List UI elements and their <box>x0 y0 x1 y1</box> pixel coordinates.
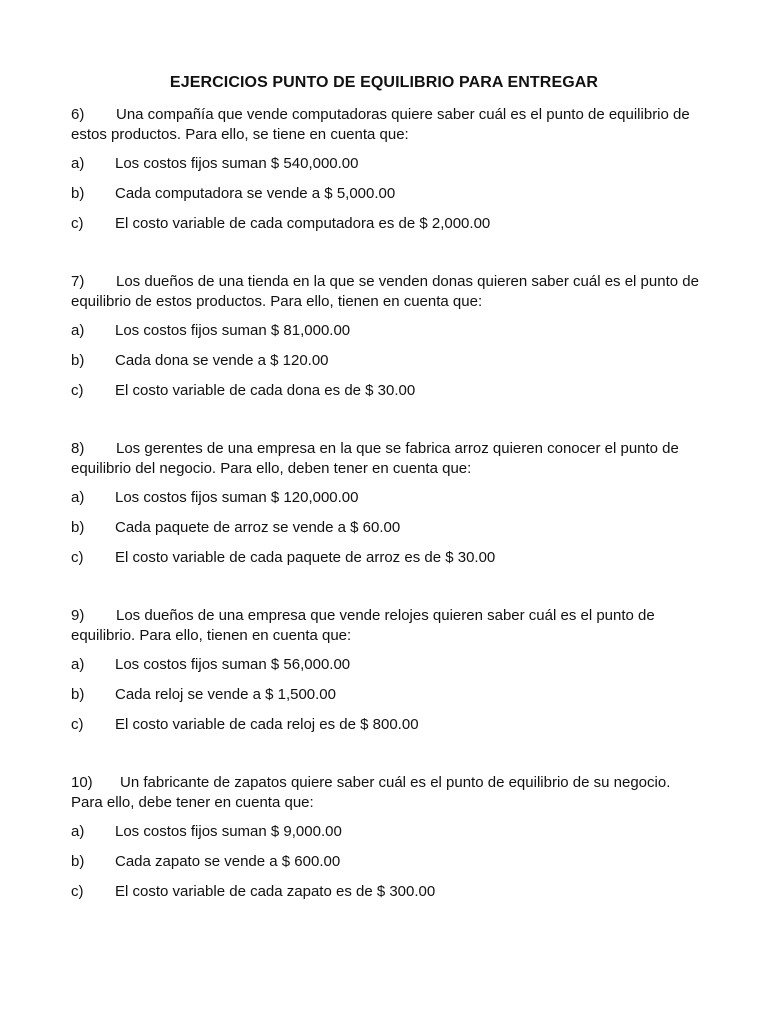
item-text: El costo variable de cada zapato es de $ 300.00 <box>115 883 436 900</box>
item-text: El costo variable de cada paquete de arroz es de $ 30.00 <box>115 549 496 566</box>
exercise-7 <box>71 272 701 411</box>
list-item <box>71 351 701 381</box>
list-item <box>71 548 701 578</box>
item-letter: a) <box>71 656 85 673</box>
list-item <box>71 822 701 852</box>
item-letter: c) <box>71 883 84 900</box>
item-text: El costo variable de cada dona es de $ 30.00 <box>115 382 416 399</box>
list-item <box>71 518 701 548</box>
item-letter: a) <box>71 155 85 172</box>
list-item <box>71 184 701 214</box>
list-item <box>71 488 701 518</box>
item-letter: c) <box>71 382 84 399</box>
exercise-statement <box>71 272 701 312</box>
list-item <box>71 381 701 411</box>
exercise-text: Los gerentes de una empresa en la que se fabrica arroz quieren conocer el punto de equilibrio del negocio. Para ello, deben tener en cuenta que: <box>71 440 679 477</box>
item-letter: a) <box>71 322 85 339</box>
exercise-number: 6) <box>71 106 85 123</box>
list-item <box>71 321 701 351</box>
item-text: Cada reloj se vende a $ 1,500.00 <box>115 686 336 703</box>
exercise-statement <box>71 439 701 479</box>
item-text: El costo variable de cada reloj es de $ 800.00 <box>115 716 419 733</box>
exercise-number: 10) <box>71 774 93 791</box>
exercise-statement <box>71 773 701 813</box>
item-text: Los costos fijos suman $ 81,000.00 <box>115 322 351 339</box>
item-letter: b) <box>71 185 85 202</box>
exercise-statement <box>71 105 701 145</box>
exercise-number: 9) <box>71 607 85 624</box>
item-letter: c) <box>71 549 84 566</box>
item-letter: b) <box>71 853 85 870</box>
item-text: Cada zapato se vende a $ 600.00 <box>115 853 341 870</box>
exercise-items <box>71 822 701 912</box>
item-text: Cada paquete de arroz se vende a $ 60.00 <box>115 519 401 536</box>
item-text: El costo variable de cada computadora es de $ 2,000.00 <box>115 215 491 232</box>
item-text: Los costos fijos suman $ 120,000.00 <box>115 489 359 506</box>
exercise-items <box>71 321 701 411</box>
list-item <box>71 685 701 715</box>
item-text: Cada computadora se vende a $ 5,000.00 <box>115 185 396 202</box>
item-text: Los costos fijos suman $ 56,000.00 <box>115 656 351 673</box>
item-text: Los costos fijos suman $ 540,000.00 <box>115 155 359 172</box>
item-text: Cada dona se vende a $ 120.00 <box>115 352 329 369</box>
exercise-items <box>71 154 701 244</box>
exercise-number: 8) <box>71 440 85 457</box>
item-letter: a) <box>71 823 85 840</box>
exercise-items <box>71 655 701 745</box>
list-item <box>71 715 701 745</box>
list-item <box>71 214 701 244</box>
list-item <box>71 882 701 912</box>
item-letter: b) <box>71 352 85 369</box>
exercise-6 <box>71 105 701 244</box>
list-item <box>71 852 701 882</box>
exercise-text: Los dueños de una tienda en la que se venden donas quieren saber cuál es el punto de equilibrio de estos productos. Para ello, tienen en cuenta que: <box>71 273 699 310</box>
exercise-9 <box>71 606 701 745</box>
exercise-text: Los dueños de una empresa que vende relojes quieren saber cuál es el punto de equilibrio. Para ello, tienen en cuenta que: <box>71 607 655 644</box>
item-letter: c) <box>71 716 84 733</box>
item-letter: a) <box>71 489 85 506</box>
exercise-text: Una compañía que vende computadoras quiere saber cuál es el punto de equilibrio de estos productos. Para ello, se tiene en cuenta que: <box>71 106 690 143</box>
exercise-text: Un fabricante de zapatos quiere saber cuál es el punto de equilibrio de su negocio. Para ello, debe tener en cuenta que: <box>71 774 671 811</box>
exercise-number: 7) <box>71 273 85 290</box>
exercise-statement <box>71 606 701 646</box>
exercise-8 <box>71 439 701 578</box>
page-title: EJERCICIOS PUNTO DE EQUILIBRIO PARA ENTREGAR <box>169 74 599 91</box>
item-letter: b) <box>71 519 85 536</box>
item-text: Los costos fijos suman $ 9,000.00 <box>115 823 342 840</box>
exercise-10 <box>71 773 701 912</box>
exercise-items <box>71 488 701 578</box>
item-letter: c) <box>71 215 84 232</box>
item-letter: b) <box>71 686 85 703</box>
list-item <box>71 655 701 685</box>
list-item <box>71 154 701 184</box>
